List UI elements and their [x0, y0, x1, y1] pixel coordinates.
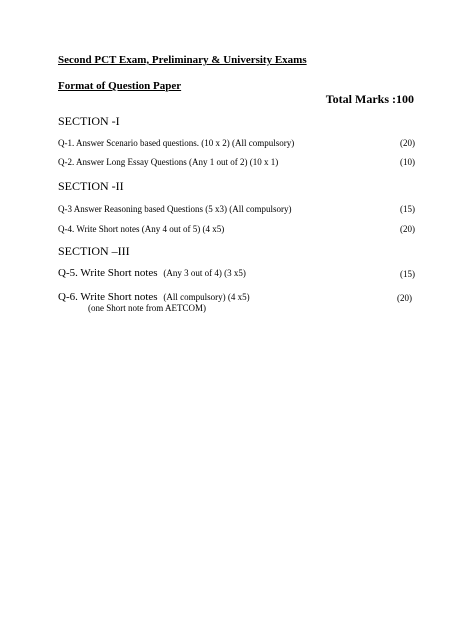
- section-heading: SECTION -I: [58, 114, 120, 128]
- question-marks: (15): [400, 269, 415, 279]
- question-marks: (20): [400, 224, 415, 234]
- question-lead: Q-5. Write Short notes: [58, 267, 158, 279]
- question-detail: (All compulsory) (4 x5): [163, 292, 250, 302]
- total-marks: Total Marks :100: [325, 92, 414, 106]
- document-title: Second PCT Exam, Preliminary & University Exams: [58, 54, 307, 66]
- question-text: Q-3 Answer Reasoning based Questions (5 x3) (All compulsory): [58, 204, 292, 214]
- question-text: Q-1. Answer Scenario based questions. (10 x 2) (All compulsory): [58, 138, 295, 148]
- question-text: Q-4. Write Short notes (Any 4 out of 5) (4 x5): [58, 224, 225, 234]
- section-heading: SECTION –III: [58, 244, 130, 258]
- question-text: Q-2. Answer Long Essay Questions (Any 1 out of 2) (10 x 1): [58, 157, 279, 167]
- question-text: [58, 291, 250, 303]
- question-marks: (10): [400, 157, 415, 167]
- question-marks: (15): [400, 204, 415, 214]
- question-text: [58, 267, 246, 279]
- question-lead: Q-6. Write Short notes: [58, 291, 158, 303]
- section-heading: SECTION -II: [58, 179, 124, 193]
- document-subtitle: Format of Question Paper: [58, 80, 182, 92]
- question-marks: (20): [400, 138, 415, 148]
- question-marks: (20): [397, 293, 412, 303]
- question-note: (one Short note from AETCOM): [88, 303, 206, 313]
- question-detail: (Any 3 out of 4) (3 x5): [163, 268, 246, 278]
